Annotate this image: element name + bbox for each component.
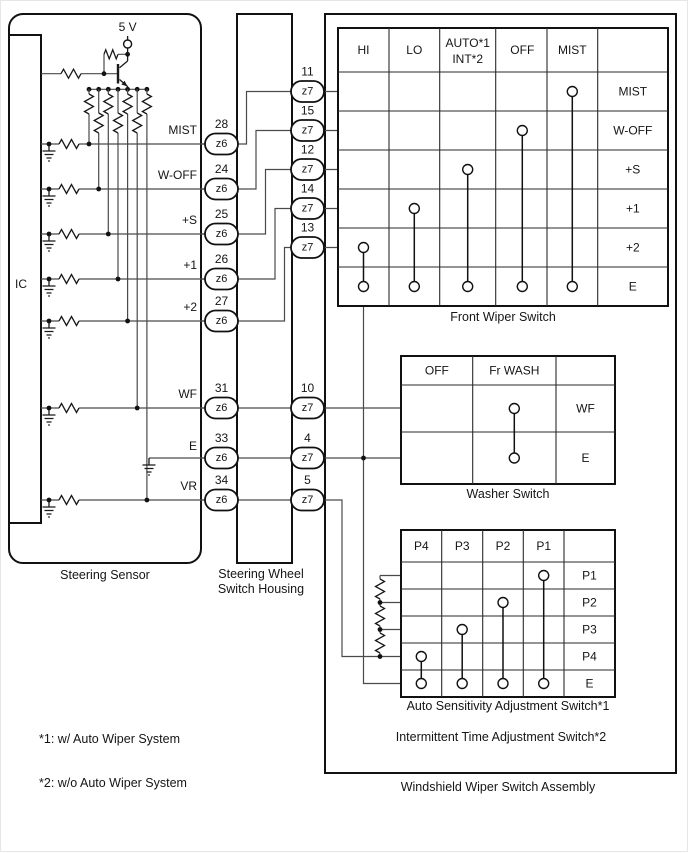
ic-label: IC (15, 277, 27, 291)
adj-row-p1: P1 (582, 568, 597, 583)
ground-icon (43, 408, 56, 425)
adjustment-resistor-ladder (376, 576, 402, 659)
resistor-icon (123, 94, 132, 114)
supply-label: 5 V (118, 20, 137, 34)
washer-switch-caption: Washer Switch (466, 487, 550, 501)
housing-caption-line2: Switch Housing (217, 582, 305, 596)
resistor-icon (61, 69, 81, 78)
fw-row-woff: W-OFF (613, 123, 653, 138)
ground-icon (43, 144, 56, 161)
z6-label: z6 (215, 183, 228, 195)
wire-e-common (364, 287, 402, 684)
ground-icon (143, 458, 156, 475)
steering-sensor-box (9, 14, 201, 563)
adjustment-switch-table (396, 530, 615, 744)
z7-label: z7 (301, 241, 314, 254)
z7-label: z7 (301, 124, 314, 137)
pin-number-4: 4 (304, 431, 311, 445)
fw-col-off: OFF (510, 43, 535, 57)
resistor-icon (376, 606, 385, 626)
signal-label-woff: W-OFF (157, 168, 197, 182)
signal-label-wf: WF (178, 387, 197, 401)
signal-label-plus-1: +1 (183, 258, 197, 272)
contact-icon (463, 165, 473, 175)
signal-label-e: E (188, 439, 197, 453)
ws-row-wf: WF (576, 401, 595, 416)
z6-label: z6 (215, 138, 228, 150)
contact-icon (498, 598, 508, 608)
fw-col-int: INT*2 (452, 52, 484, 66)
z7-label: z7 (301, 202, 314, 215)
contact-icon (409, 204, 419, 214)
housing-caption-line1: Steering Wheel (218, 567, 304, 581)
pin-number-28: 28 (214, 117, 229, 131)
contact-icon (509, 404, 519, 414)
contact-icon (359, 282, 369, 292)
adj-col-p2: P2 (495, 539, 511, 553)
assembly-caption: Windshield Wiper Switch Assembly (400, 780, 596, 794)
resistor-icon (94, 113, 103, 133)
sensor-output-lines (41, 140, 205, 505)
fw-col-auto: AUTO*1 (445, 36, 490, 50)
front-wiper-switch-table (338, 28, 668, 324)
z7-label: z7 (301, 452, 314, 464)
fw-row-plus-1: +1 (625, 201, 640, 216)
contact-icon (498, 679, 508, 689)
z6-label: z6 (215, 228, 228, 240)
adj-col-p3: P3 (454, 539, 470, 553)
resistor-icon (104, 50, 118, 59)
ws-col-frwash: Fr WASH (489, 363, 540, 378)
adj-col-p1: P1 (536, 539, 552, 553)
pin-number-24: 24 (214, 162, 229, 176)
contact-icon (416, 679, 426, 689)
resistor-icon (114, 113, 123, 133)
supply-terminal-icon (124, 40, 132, 48)
signal-label-plus-2: +2 (183, 300, 197, 314)
contact-icon (416, 652, 426, 662)
resistor-icon (133, 113, 142, 133)
resistor-icon (104, 94, 113, 114)
contact-icon (457, 679, 467, 689)
z7-label: z7 (301, 85, 314, 98)
pin-number-11: 11 (301, 64, 314, 79)
z7-label: z7 (301, 163, 314, 176)
ground-icon (43, 279, 56, 296)
z7-connectors (291, 65, 324, 511)
adjustment-switch-caption-2: Intermittent Time Adjustment Switch*2 (395, 730, 607, 744)
pin-number-34: 34 (214, 473, 229, 487)
adj-row-p2: P2 (582, 595, 597, 610)
pin-number-33: 33 (214, 431, 229, 445)
z6-label: z6 (215, 452, 228, 464)
signal-label-plus-s: +S (181, 213, 197, 227)
footnote-1: *1: w/ Auto Wiper System (39, 732, 181, 746)
switch-housing-box (237, 14, 292, 563)
resistor-icon (376, 633, 385, 653)
z7-label: z7 (301, 402, 314, 414)
junction-dots (47, 142, 150, 503)
front-wiper-switch-caption: Front Wiper Switch (450, 310, 556, 324)
fw-row-e: E (628, 279, 637, 294)
pin-number-5: 5 (304, 473, 311, 487)
washer-switch-table (401, 356, 615, 501)
pin-number-15: 15 (300, 103, 315, 118)
resistor-icon (142, 94, 151, 114)
z6-label: z6 (215, 494, 228, 506)
contact-icon (409, 282, 419, 292)
pin-number-14: 14 (300, 181, 315, 196)
signal-label-vr: VR (180, 479, 197, 493)
fw-col-hi: HI (357, 43, 370, 57)
pin-number-25: 25 (214, 207, 229, 221)
z7-label: z7 (301, 494, 314, 506)
resistor-icon (376, 579, 385, 599)
fw-col-lo: LO (406, 43, 423, 57)
pin-number-13: 13 (300, 220, 315, 235)
ws-col-off: OFF (424, 363, 449, 378)
ground-icon (43, 321, 56, 338)
contact-icon (463, 282, 473, 292)
ws-row-e: E (581, 451, 590, 465)
ground-icon (43, 500, 56, 517)
footnote-2: *2: w/o Auto Wiper System (39, 776, 187, 790)
pin-number-31: 31 (214, 381, 229, 395)
contact-icon (517, 282, 527, 292)
contact-icon (567, 282, 577, 292)
z6-label: z6 (215, 273, 228, 285)
adj-row-e: E (585, 676, 594, 691)
contact-icon (517, 126, 527, 136)
signal-label-mist: MIST (168, 123, 197, 137)
ground-icon (43, 189, 56, 206)
contact-icon (509, 453, 519, 463)
fw-row-mist: MIST (618, 84, 648, 99)
contact-icon (539, 571, 549, 581)
contact-icon (539, 679, 549, 689)
diagram-canvas (1, 1, 688, 853)
z6-label: z6 (215, 315, 228, 327)
fw-col-mist: MIST (557, 43, 587, 57)
sensor-circuit (41, 36, 205, 517)
fw-row-plus-2: +2 (625, 240, 640, 255)
pin-number-10: 10 (300, 381, 315, 395)
contact-icon (359, 243, 369, 253)
fw-row-plus-s: +S (625, 162, 641, 177)
z6-label: z6 (215, 402, 228, 414)
ground-symbols (43, 144, 156, 517)
adj-col-p4: P4 (413, 539, 429, 553)
contact-icon (457, 625, 467, 635)
adj-row-p4: P4 (582, 649, 597, 664)
adj-row-p3: P3 (582, 622, 597, 637)
pin-number-27: 27 (214, 294, 229, 308)
resistor-icon (85, 94, 94, 114)
ground-icon (43, 234, 56, 251)
steering-sensor-caption: Steering Sensor (60, 568, 150, 582)
pin-number-26: 26 (214, 252, 229, 266)
adjustment-switch-caption-1: Auto Sensitivity Adjustment Switch*1 (406, 699, 610, 713)
z6-connectors (205, 117, 238, 511)
contact-icon (567, 87, 577, 97)
pin-number-12: 12 (300, 142, 315, 157)
